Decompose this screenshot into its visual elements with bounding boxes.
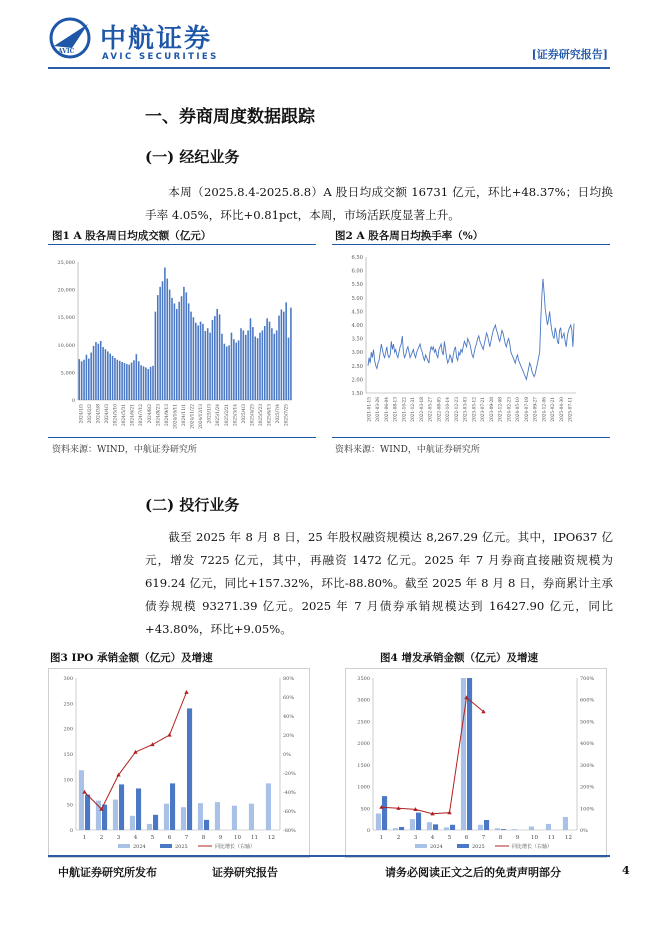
bar-weekly-amount — [276, 330, 278, 400]
bar-2025 — [433, 824, 438, 830]
bar-2025 — [382, 796, 387, 830]
bar-2024 — [444, 827, 449, 830]
y-tick-label: 3000 — [357, 697, 370, 704]
bar-2025 — [399, 827, 404, 830]
y-tick-label: 5.50 — [351, 282, 363, 289]
y2-tick-label: -60% — [283, 809, 296, 815]
x-tick-label: 2023-07-21 — [481, 397, 487, 422]
bar-weekly-amount — [140, 365, 142, 400]
legend-label-2025: 2025 — [472, 844, 485, 850]
x-tick-label: 2024/11/1 — [182, 404, 187, 427]
bar-weekly-amount — [278, 316, 280, 400]
x-tick-label: 8 — [201, 835, 206, 841]
bar-weekly-amount — [105, 349, 107, 400]
header — [48, 14, 610, 68]
bar-weekly-amount — [171, 298, 173, 400]
x-tick-label: 2024/8/23 — [156, 404, 162, 427]
y-tick-label: 2.00 — [351, 377, 363, 384]
bar-weekly-amount — [162, 281, 164, 400]
y2-tick-label: 40% — [283, 714, 295, 720]
bar-weekly-amount — [290, 308, 292, 400]
x-tick-label: 2025/5/23 — [259, 404, 265, 427]
bar-weekly-amount — [216, 309, 218, 400]
x-tick-label: 2023-12-08 — [498, 397, 504, 422]
bar-2025 — [450, 825, 455, 830]
bar-weekly-amount — [107, 351, 109, 400]
bar-weekly-amount — [238, 340, 240, 400]
figure4-title: 图4 增发承销金额（亿元）及增速 — [380, 652, 538, 664]
bar-2024 — [427, 822, 432, 830]
x-tick-label: 2021-08-13 — [393, 397, 399, 422]
bar-weekly-amount — [147, 369, 149, 400]
x-tick-label: 3 — [413, 835, 418, 841]
bar-weekly-amount — [288, 338, 290, 400]
company-name-zh: 中航证券 — [100, 24, 213, 54]
bar-weekly-amount — [235, 343, 237, 400]
bar-2024 — [232, 806, 237, 830]
bar-2024 — [478, 825, 483, 830]
page-number: 4 — [622, 864, 630, 877]
bar-2025 — [170, 783, 175, 830]
bar-weekly-amount — [231, 333, 233, 400]
source-rule-right — [332, 437, 610, 438]
subsection-title-brokerage: (一) 经纪业务 — [145, 148, 240, 166]
x-tick-label: 7 — [481, 835, 486, 841]
bar-weekly-amount — [193, 317, 195, 400]
x-tick-label: 2021-10-22 — [402, 397, 408, 422]
x-tick-label: 9 — [515, 835, 520, 841]
y-tick-label: 1500 — [357, 762, 370, 769]
y2-tick-label: 60% — [283, 695, 295, 701]
bar-weekly-amount — [197, 325, 199, 400]
legend-swatch-2025 — [457, 844, 469, 848]
x-tick-label: 2024/2/2 — [87, 404, 93, 424]
y-tick-label: 200 — [63, 726, 73, 733]
x-tick-label: 2025/6/13 — [267, 404, 273, 427]
bar-weekly-amount — [209, 333, 211, 400]
y2-tick-label: 500% — [580, 719, 595, 726]
y2-tick-label: -80% — [283, 828, 296, 834]
x-tick-label: 4 — [430, 835, 435, 841]
bar-2024 — [215, 802, 220, 830]
bar-weekly-amount — [259, 333, 261, 400]
y-tick-label: 0 — [366, 828, 370, 834]
chart-placement-underwriting — [345, 668, 607, 858]
bar-weekly-amount — [285, 302, 287, 400]
x-tick-label: 2024/10/11 — [173, 404, 179, 429]
bar-weekly-amount — [264, 326, 266, 400]
bar-weekly-amount — [98, 344, 100, 400]
x-tick-label: 2025-07-11 — [568, 397, 574, 422]
bar-2024 — [461, 678, 466, 830]
y-tick-label: 50 — [66, 802, 73, 809]
bar-weekly-amount — [202, 324, 204, 400]
x-tick-label: 2023-03-03 — [463, 397, 469, 422]
figure-title-rule-left — [48, 244, 316, 245]
footer-report-type: 证券研究报告 — [212, 866, 278, 879]
y-tick-label: 150 — [63, 752, 73, 758]
legend-label-2024: 2024 — [133, 844, 146, 850]
y-tick-label: 250 — [63, 701, 73, 708]
bar-weekly-amount — [166, 279, 168, 400]
marker-yoy-growth — [184, 690, 188, 694]
x-tick-label: 12 — [268, 835, 275, 841]
bar-weekly-amount — [119, 361, 121, 400]
x-tick-label: 6 — [167, 835, 172, 841]
x-tick-label: 2024/8/2 — [147, 404, 153, 424]
bar-2025 — [187, 708, 192, 830]
x-tick-label: 2025/7/4 — [276, 404, 282, 424]
y-tick-label: 1.50 — [351, 391, 363, 397]
x-tick-label: 2024/4/3 — [104, 404, 110, 424]
y-tick-label: 5.00 — [351, 295, 363, 302]
bar-weekly-amount — [114, 358, 116, 400]
bar-weekly-amount — [86, 355, 88, 400]
bar-weekly-amount — [143, 366, 145, 400]
legend-label-growth: 同比增长（右轴） — [215, 844, 256, 850]
figure2-title: 图2 A 股各周日均换手率（%） — [335, 230, 484, 242]
footer-divider — [48, 855, 610, 857]
y-tick-label: 1000 — [357, 784, 370, 791]
bar-weekly-amount — [145, 367, 147, 400]
line-turnover-rate — [368, 279, 574, 380]
bar-2025 — [484, 820, 489, 830]
x-tick-label: 2024/12/13 — [199, 404, 205, 429]
y-tick-label: 4.50 — [351, 309, 363, 316]
x-tick-label: 2025/4/25 — [250, 404, 256, 427]
bar-2024 — [249, 804, 254, 830]
bar-weekly-amount — [88, 359, 90, 400]
bar-weekly-amount — [90, 353, 92, 400]
bar-2024 — [164, 804, 169, 830]
bar-2024 — [198, 803, 203, 830]
report-tag: [证券研究报告] — [531, 48, 608, 61]
y-tick-label: 5,000 — [60, 370, 75, 377]
bar-weekly-amount — [136, 354, 138, 400]
bar-weekly-amount — [257, 338, 259, 400]
bar-weekly-amount — [190, 312, 192, 400]
x-tick-label: 2021-01-15 — [367, 397, 373, 422]
bar-weekly-amount — [164, 268, 166, 400]
bar-weekly-amount — [152, 366, 154, 400]
bar-weekly-amount — [126, 364, 128, 400]
company-name-en: AVIC SECURITIES — [102, 52, 219, 62]
x-tick-label: 6 — [464, 835, 469, 841]
bar-2025 — [467, 678, 472, 830]
x-tick-label: 10 — [234, 835, 241, 841]
x-tick-label: 2 — [99, 835, 104, 841]
x-tick-label: 2024-02-23 — [507, 397, 513, 422]
x-tick-label: 2025/3/14 — [233, 404, 239, 427]
x-tick-label: 8 — [498, 835, 503, 841]
bar-weekly-amount — [245, 335, 247, 400]
x-tick-label: 2024/9/13 — [164, 404, 170, 427]
bar-2025 — [119, 784, 124, 830]
bar-weekly-amount — [269, 322, 271, 400]
x-tick-label: 11 — [548, 835, 555, 841]
x-tick-label: 2022-10-14 — [446, 397, 452, 422]
bar-weekly-amount — [205, 331, 207, 400]
y2-tick-label: 80% — [283, 676, 295, 682]
bar-weekly-amount — [150, 367, 152, 400]
x-tick-label: 2024-12-06 — [542, 397, 548, 422]
y-tick-label: 0 — [69, 828, 73, 834]
x-tick-label: 2025/7/25 — [284, 404, 290, 427]
bar-weekly-amount — [212, 320, 214, 400]
x-tick-label: 2023-05-12 — [472, 397, 478, 422]
bar-weekly-amount — [228, 345, 230, 400]
figure3-title: 图3 IPO 承销金额（亿元）及增速 — [50, 652, 213, 664]
y-tick-label: 3.00 — [351, 350, 363, 357]
footer-disclaimer: 请务必阅读正文之后的免责声明部分 — [385, 866, 561, 879]
section-title: 一、券商周度数据跟踪 — [145, 107, 315, 127]
x-tick-label: 2021-06-04 — [384, 397, 390, 422]
bar-weekly-amount — [93, 346, 95, 400]
bar-weekly-amount — [240, 328, 242, 400]
y-tick-label: 4.00 — [351, 323, 363, 329]
bar-weekly-amount — [169, 290, 171, 400]
bar-2024 — [410, 819, 415, 830]
legend-swatch-2024 — [118, 844, 130, 848]
x-tick-label: 2025/1/24 — [216, 404, 222, 427]
y2-tick-label: 100% — [580, 806, 595, 813]
bar-weekly-amount — [117, 360, 119, 400]
bar-weekly-amount — [181, 296, 183, 400]
bar-weekly-amount — [183, 287, 185, 400]
bar-weekly-amount — [221, 334, 223, 400]
bar-weekly-amount — [214, 316, 216, 400]
bar-weekly-amount — [100, 341, 102, 400]
y-tick-label: 6.00 — [351, 268, 363, 275]
y2-tick-label: -40% — [283, 790, 296, 796]
y2-tick-label: 600% — [580, 697, 595, 704]
x-tick-label: 2024/5/10 — [113, 404, 119, 427]
bar-weekly-amount — [281, 309, 283, 400]
x-tick-label: 2024/3/8 — [96, 404, 102, 424]
y-tick-label: 0 — [71, 398, 75, 404]
chart-ipo-underwriting — [48, 668, 310, 858]
bar-2024 — [563, 817, 568, 830]
bar-weekly-amount — [79, 359, 81, 400]
x-tick-label: 2021-03-26 — [376, 397, 382, 422]
bar-weekly-amount — [131, 362, 133, 400]
x-tick-label: 2024/11/22 — [190, 404, 196, 429]
y-tick-label: 15,000 — [57, 315, 75, 322]
bar-2024 — [96, 801, 101, 830]
bar-weekly-amount — [133, 360, 135, 400]
y-tick-label: 25,000 — [57, 260, 75, 266]
x-tick-label: 2025/1/3 — [207, 404, 213, 424]
y2-tick-label: -20% — [283, 771, 296, 777]
figure-title-rule-right — [332, 244, 610, 245]
x-tick-label: 2025-04-30 — [559, 397, 565, 422]
legend-label-2025: 2025 — [175, 844, 188, 850]
y-tick-label: 2000 — [357, 741, 370, 748]
bar-2025 — [85, 795, 90, 830]
chart-weekly-turnover-amount — [48, 250, 316, 435]
x-tick-label: 2023-09-28 — [489, 397, 495, 422]
source-rule-left — [48, 437, 316, 438]
x-tick-label: 2024-09-27 — [533, 397, 539, 422]
bar-2024 — [266, 783, 271, 830]
y2-tick-label: 700% — [580, 676, 595, 682]
x-tick-label: 3 — [116, 835, 121, 841]
y-tick-label: 100 — [63, 777, 73, 784]
y2-tick-label: 0% — [580, 828, 588, 834]
x-tick-label: 2021-12-31 — [411, 397, 417, 422]
bar-weekly-amount — [186, 292, 188, 400]
bar-weekly-amount — [95, 342, 97, 400]
bar-2024 — [130, 816, 135, 830]
bar-weekly-amount — [271, 328, 273, 400]
logo-mark-text: AVIC — [58, 48, 75, 55]
bar-weekly-amount — [243, 330, 245, 400]
figure1-title: 图1 A 股各周日均成交额（亿元） — [52, 230, 212, 242]
brokerage-paragraph: 本周（2025.8.4-2025.8.8）A 股日均成交额 16731 亿元，环比+48.37%；日均换手率 4.05%，环比+0.81pct，本周，市场活跃度显著上升。 — [145, 185, 613, 222]
bar-weekly-amount — [155, 312, 157, 400]
x-tick-label: 4 — [133, 835, 138, 841]
y-tick-label: 3.50 — [351, 336, 363, 343]
bar-weekly-amount — [247, 330, 249, 400]
bar-2024 — [147, 824, 152, 830]
legend-label-growth: 同比增长（右轴） — [512, 844, 553, 850]
y-tick-label: 10,000 — [57, 342, 75, 349]
bar-2025 — [501, 829, 506, 830]
legend-swatch-2025 — [160, 844, 172, 848]
x-tick-label: 5 — [150, 835, 155, 841]
x-tick-label: 2024-07-19 — [524, 397, 530, 422]
y2-tick-label: 20% — [283, 733, 295, 739]
x-tick-label: 12 — [565, 835, 572, 841]
bar-2025 — [136, 788, 141, 830]
bar-weekly-amount — [157, 295, 159, 400]
bar-weekly-amount — [128, 365, 130, 400]
x-tick-label: 2022-03-18 — [419, 397, 425, 422]
bar-weekly-amount — [273, 334, 275, 400]
x-tick-label: 11 — [251, 835, 258, 841]
bar-weekly-amount — [178, 302, 180, 400]
bar-2025 — [102, 805, 107, 830]
x-tick-label: 2024-05-10 — [516, 397, 522, 422]
header-divider — [48, 67, 610, 69]
ib-paragraph: 截至 2025 年 8 月 8 日，25 年股权融资规模达 8,267.29 亿元。其中，IPO637 亿元，增发 7225 亿元，其中，再融资 1472 亿元。2025 年 7 月券商直接融资规模为 619.24 亿元，同比+157.32%，环比-88.80%。截至 2025 年 8 月 8 日，券商累计主承债券规模 93271.39 亿元。2025 年 7 月债券承销规模达到 16427.90 亿元，同比+43.80%，环比+9.05%。 — [145, 530, 613, 636]
bar-weekly-amount — [121, 362, 123, 400]
x-tick-label: 2022-08-05 — [437, 397, 443, 422]
marker-yoy-growth — [167, 733, 171, 737]
y-tick-label: 500 — [360, 806, 370, 813]
figure1-source: 资料来源：WIND，中航证券研究所 — [52, 445, 197, 455]
avic-logo-icon — [48, 16, 92, 60]
bar-2025 — [416, 813, 421, 830]
bar-weekly-amount — [207, 328, 209, 400]
y-tick-label: 2500 — [357, 719, 370, 726]
bar-weekly-amount — [224, 344, 226, 400]
bar-weekly-amount — [124, 363, 126, 400]
x-tick-label: 2025/4/3 — [241, 404, 247, 424]
bar-2025 — [153, 815, 158, 830]
legend-swatch-2024 — [415, 844, 427, 848]
bar-weekly-amount — [195, 323, 197, 400]
bar-weekly-amount — [174, 303, 176, 400]
legend-label-2024: 2024 — [430, 844, 443, 850]
bar-weekly-amount — [266, 318, 268, 400]
y2-tick-label: 400% — [580, 741, 595, 748]
bar-2024 — [512, 829, 517, 830]
bar-weekly-amount — [83, 360, 85, 400]
y-tick-label: 6.50 — [351, 255, 363, 261]
x-tick-label: 2024/5/31 — [122, 404, 128, 427]
y-tick-label: 2.50 — [351, 363, 363, 370]
bar-weekly-amount — [159, 287, 161, 400]
x-tick-label: 2024/7/12 — [139, 404, 145, 427]
bar-2024 — [376, 813, 381, 830]
x-tick-label: 9 — [218, 835, 223, 841]
x-tick-label: 1 — [82, 835, 87, 841]
x-tick-label: 2025/2/21 — [224, 404, 230, 427]
bar-2024 — [113, 800, 118, 830]
x-tick-label: 2022-05-27 — [428, 397, 434, 422]
bar-2024 — [393, 828, 398, 830]
bar-weekly-amount — [188, 303, 190, 400]
bar-weekly-amount — [109, 354, 111, 400]
y-tick-label: 3500 — [357, 676, 370, 682]
y-tick-label: 300 — [63, 676, 73, 682]
bar-weekly-amount — [200, 322, 202, 400]
bar-weekly-amount — [254, 337, 256, 400]
bar-weekly-amount — [226, 346, 228, 400]
x-tick-label: 2025-02-21 — [551, 397, 557, 422]
y-tick-label: 20,000 — [57, 287, 75, 294]
bar-2024 — [495, 828, 500, 830]
x-tick-label: 2024/1/5 — [79, 404, 85, 424]
bar-weekly-amount — [262, 330, 264, 400]
x-tick-label: 10 — [531, 835, 538, 841]
footer-publisher: 中航证券研究所发布 — [58, 866, 157, 879]
bar-weekly-amount — [219, 314, 221, 400]
subsection-title-ib: (二) 投行业务 — [145, 496, 240, 514]
bar-weekly-amount — [233, 339, 235, 400]
bar-2024 — [529, 827, 534, 830]
bar-2024 — [79, 770, 84, 830]
bar-weekly-amount — [138, 361, 140, 400]
x-tick-label: 5 — [447, 835, 452, 841]
chart-weekly-turnover-rate — [332, 250, 610, 435]
bar-weekly-amount — [102, 347, 104, 400]
y2-tick-label: 200% — [580, 784, 595, 791]
bar-2024 — [546, 824, 551, 830]
x-tick-label: 2024/6/21 — [130, 404, 136, 427]
bar-weekly-amount — [81, 361, 83, 400]
bar-weekly-amount — [252, 327, 254, 400]
figure2-source: 资料来源：WIND，中航证券研究所 — [335, 445, 480, 455]
bar-weekly-amount — [112, 356, 114, 400]
bar-weekly-amount — [250, 318, 252, 400]
bar-2024 — [181, 807, 186, 830]
bar-weekly-amount — [176, 309, 178, 400]
x-tick-label: 2 — [396, 835, 401, 841]
x-tick-label: 1 — [379, 835, 384, 841]
y2-tick-label: 300% — [580, 762, 595, 769]
bar-2025 — [204, 820, 209, 830]
x-tick-label: 7 — [184, 835, 189, 841]
bar-weekly-amount — [283, 312, 285, 400]
x-tick-label: 2022-12-23 — [454, 397, 460, 422]
y2-tick-label: 0% — [283, 752, 291, 758]
